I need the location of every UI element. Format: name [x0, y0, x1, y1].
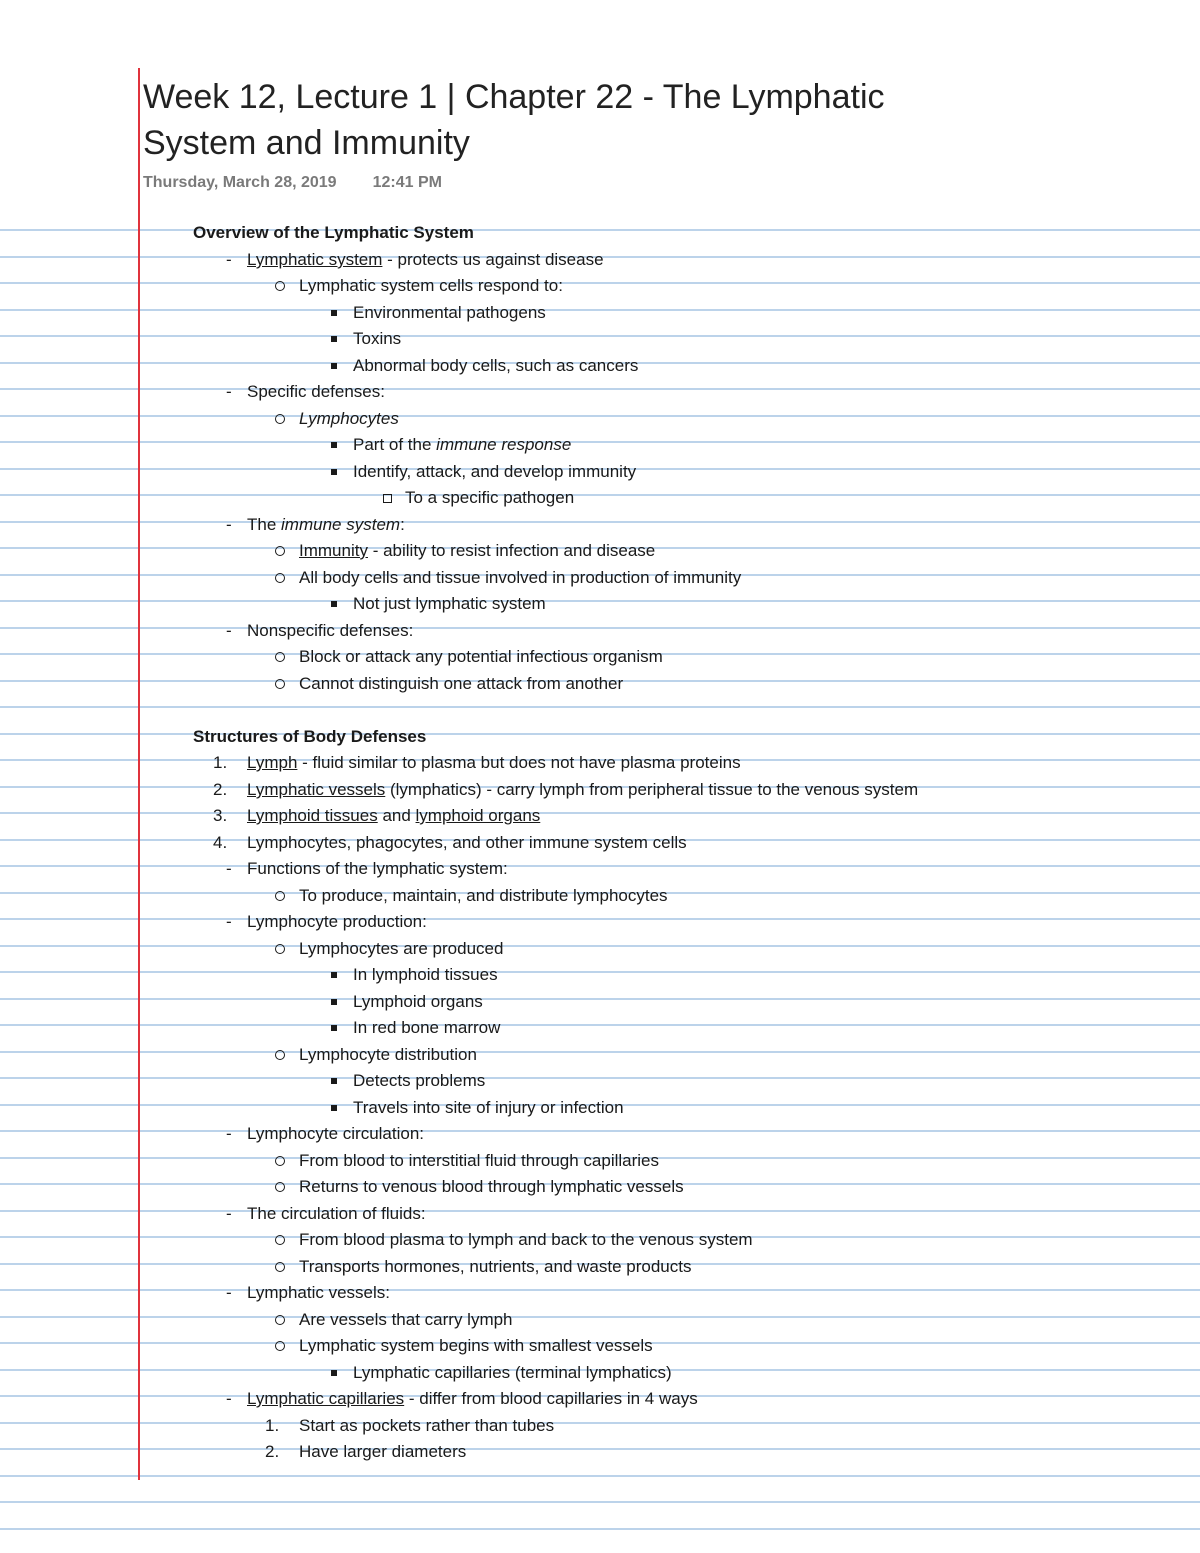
text-run: Transports hormones, nutrients, and waste products [299, 1257, 692, 1276]
note-line [353, 353, 638, 379]
note-line [299, 936, 503, 962]
list-number: 2. [265, 1442, 280, 1461]
ruled-line [0, 812, 1200, 814]
square-bullet-icon [331, 1025, 337, 1031]
text-run: In red bone marrow [353, 1018, 501, 1037]
note-line [299, 538, 655, 564]
hollow-square-bullet-icon [383, 494, 392, 503]
ruled-line [0, 1051, 1200, 1053]
dash-bullet: - [226, 382, 232, 401]
circle-bullet-icon [275, 281, 285, 291]
note-line [213, 830, 687, 856]
text-run: Lymph [247, 753, 298, 772]
note-line [353, 962, 498, 988]
circle-bullet-icon [275, 573, 285, 583]
square-bullet-icon [331, 601, 337, 607]
text-run: Lymphocytes [299, 409, 399, 428]
ruled-line [0, 1422, 1200, 1424]
square-bullet-icon [331, 336, 337, 342]
circle-bullet-icon [275, 891, 285, 901]
note-line [353, 432, 571, 458]
text-run: Lymphatic vessels: [247, 1283, 390, 1302]
ruled-line [0, 441, 1200, 443]
note-line [226, 1121, 425, 1147]
note-line [353, 459, 636, 485]
ruled-line [0, 971, 1200, 973]
text-run: All body cells and tissue involved in production of immunity [299, 568, 742, 587]
note-line [226, 1201, 426, 1227]
note-line [213, 803, 541, 829]
text-run: Not just lymphatic system [353, 594, 546, 613]
text-run: Nonspecific defenses: [247, 621, 414, 640]
square-bullet-icon [331, 442, 337, 448]
ruled-line [0, 1289, 1200, 1291]
ruled-line [0, 335, 1200, 337]
text-run: Structures of Body Defenses [193, 727, 427, 746]
text-run: Lymphatic system [247, 250, 383, 269]
note-line [299, 1227, 753, 1253]
ruled-line [0, 1501, 1200, 1503]
note-line [299, 1333, 653, 1359]
page-title-line-2: System and Immunity [143, 124, 470, 162]
note-line [226, 1386, 698, 1412]
list-number: 3. [213, 806, 228, 825]
note-line [299, 644, 663, 670]
text-run: Identify, attack, and develop immunity [353, 462, 637, 481]
note-line [265, 1439, 467, 1465]
note-line [299, 1254, 691, 1280]
text-run: Lymphocytes are produced [299, 939, 504, 958]
list-number: 1. [265, 1416, 280, 1435]
circle-bullet-icon [275, 1182, 285, 1192]
note-time: 12:41 PM [372, 174, 442, 191]
dash-bullet: - [226, 515, 232, 534]
dash-bullet: - [226, 1283, 232, 1302]
ruled-line [0, 521, 1200, 523]
text-run: Lymphocytes, phagocytes, and other immune system cells [247, 833, 687, 852]
note-line [299, 565, 741, 591]
list-number: 1. [213, 753, 228, 772]
text-run: Functions of the lymphatic system: [247, 859, 508, 878]
dash-bullet: - [226, 1204, 232, 1223]
square-bullet-icon [331, 972, 337, 978]
text-run: Part of the [353, 435, 437, 454]
note-line [226, 856, 508, 882]
note-line [226, 379, 385, 405]
page-title [143, 74, 1143, 166]
text-run: The [247, 515, 282, 534]
note-line [299, 1042, 477, 1068]
note-line [226, 512, 405, 538]
ruled-line [0, 282, 1200, 284]
ruled-line [0, 600, 1200, 602]
ruled-line [0, 1210, 1200, 1212]
ruled-line [0, 309, 1200, 311]
text-run: Lymphocyte production: [247, 912, 427, 931]
text-run: Overview of the Lymphatic System [193, 223, 474, 242]
ruled-line [0, 229, 1200, 231]
text-run: Are vessels that carry lymph [299, 1310, 513, 1329]
ruled-line [0, 627, 1200, 629]
circle-bullet-icon [275, 1050, 285, 1060]
text-run: Environmental pathogens [353, 303, 546, 322]
note-line [353, 1068, 485, 1094]
text-run: Lymphatic system cells respond to: [299, 276, 563, 295]
ruled-line [0, 733, 1200, 735]
text-run: Block or attack any potential infectious organism [299, 647, 663, 666]
text-run: and [377, 806, 416, 825]
note-line [299, 1148, 659, 1174]
text-run: Lymphoid organs [353, 992, 483, 1011]
text-run: To produce, maintain, and distribute lymphocytes [299, 886, 668, 905]
text-run: (lymphatics) - carry lymph from peripheral tissue to the venous system [385, 780, 919, 799]
dash-bullet: - [226, 621, 232, 640]
ruled-line [0, 706, 1200, 708]
ruled-line [0, 945, 1200, 947]
note-line [226, 909, 427, 935]
circle-bullet-icon [275, 944, 285, 954]
text-run: Have larger diameters [299, 1442, 467, 1461]
note-line [353, 1095, 624, 1121]
text-run: Detects problems [353, 1071, 486, 1090]
note-line [353, 989, 483, 1015]
text-run: To a specific pathogen [405, 488, 575, 507]
note-line [299, 273, 563, 299]
note-line [405, 485, 574, 511]
note-line [299, 406, 399, 432]
text-run: Specific defenses: [247, 382, 385, 401]
note-line [353, 300, 546, 326]
ruled-line [0, 494, 1200, 496]
note-line [226, 247, 604, 273]
ruled-line [0, 1024, 1200, 1026]
page-title-line-1: Week 12, Lecture 1 | Chapter 22 - The Lymphatic [143, 78, 885, 116]
list-number: 2. [213, 780, 228, 799]
ruled-line [0, 918, 1200, 920]
circle-bullet-icon [275, 679, 285, 689]
dash-bullet: - [226, 1124, 232, 1143]
ruled-line [0, 1448, 1200, 1450]
square-bullet-icon [331, 1105, 337, 1111]
text-run: : [400, 515, 405, 534]
section-heading [193, 220, 474, 246]
text-run: - protects us against disease [382, 250, 604, 269]
dash-bullet: - [226, 859, 232, 878]
text-run: Immunity [299, 541, 368, 560]
list-number: 4. [213, 833, 228, 852]
circle-bullet-icon [275, 1341, 285, 1351]
circle-bullet-icon [275, 1156, 285, 1166]
square-bullet-icon [331, 1078, 337, 1084]
ruled-line [0, 1130, 1200, 1132]
note-line [265, 1413, 555, 1439]
square-bullet-icon [331, 1370, 337, 1376]
margin-line [138, 68, 140, 1480]
text-run: In lymphoid tissues [353, 965, 498, 984]
note-line [213, 777, 919, 803]
text-run: lymphoid organs [415, 806, 541, 825]
note-line [226, 618, 414, 644]
text-run: From blood to interstitial fluid through capillaries [299, 1151, 660, 1170]
section-heading [193, 724, 426, 750]
ruled-line [0, 865, 1200, 867]
ruled-line [0, 998, 1200, 1000]
square-bullet-icon [331, 363, 337, 369]
square-bullet-icon [331, 999, 337, 1005]
circle-bullet-icon [275, 546, 285, 556]
text-run: Travels into site of injury or infection [353, 1098, 624, 1117]
ruled-line [0, 1077, 1200, 1079]
ruled-line [0, 415, 1200, 417]
text-run: Lymphatic vessels [247, 780, 386, 799]
dash-bullet: - [226, 1389, 232, 1408]
note-line [213, 750, 741, 776]
text-run: Cannot distinguish one attack from another [299, 674, 624, 693]
text-run: From blood plasma to lymph and back to the venous system [299, 1230, 753, 1249]
circle-bullet-icon [275, 1235, 285, 1245]
note-line [353, 1015, 500, 1041]
dash-bullet: - [226, 912, 232, 931]
note-line [226, 1280, 390, 1306]
text-run: immune response [436, 435, 572, 454]
text-run: Lymphocyte circulation: [247, 1124, 425, 1143]
circle-bullet-icon [275, 652, 285, 662]
text-run: Returns to venous blood through lymphatic vessels [299, 1177, 684, 1196]
text-run: Abnormal body cells, such as cancers [353, 356, 639, 375]
text-run: Lymphocyte distribution [299, 1045, 477, 1064]
note-line [299, 671, 623, 697]
ruled-line [0, 388, 1200, 390]
text-run: Lymphatic system begins with smallest vessels [299, 1336, 653, 1355]
text-run: Lymphoid tissues [247, 806, 378, 825]
text-run: - ability to resist infection and disease [367, 541, 656, 560]
circle-bullet-icon [275, 1262, 285, 1272]
square-bullet-icon [331, 469, 337, 475]
circle-bullet-icon [275, 414, 285, 424]
note-timestamp [143, 174, 442, 192]
note-line [353, 591, 546, 617]
text-run: Toxins [353, 329, 402, 348]
text-run: Lymphatic capillaries [247, 1389, 405, 1408]
text-run: immune system [281, 515, 401, 534]
square-bullet-icon [331, 310, 337, 316]
note-line [353, 326, 401, 352]
note-line [353, 1360, 672, 1386]
note-line [299, 1174, 684, 1200]
text-run: Lymphatic capillaries (terminal lymphatics) [353, 1363, 672, 1382]
ruled-line [0, 1316, 1200, 1318]
circle-bullet-icon [275, 1315, 285, 1325]
dash-bullet: - [226, 250, 232, 269]
note-date: Thursday, March 28, 2019 [143, 174, 337, 191]
note-line [299, 883, 668, 909]
text-run: - fluid similar to plasma but does not have plasma proteins [297, 753, 741, 772]
note-line [299, 1307, 513, 1333]
text-run: Start as pockets rather than tubes [299, 1416, 555, 1435]
ruled-line [0, 1475, 1200, 1477]
text-run: - differ from blood capillaries in 4 ways [404, 1389, 698, 1408]
text-run: The circulation of fluids: [247, 1204, 426, 1223]
ruled-line [0, 1528, 1200, 1530]
